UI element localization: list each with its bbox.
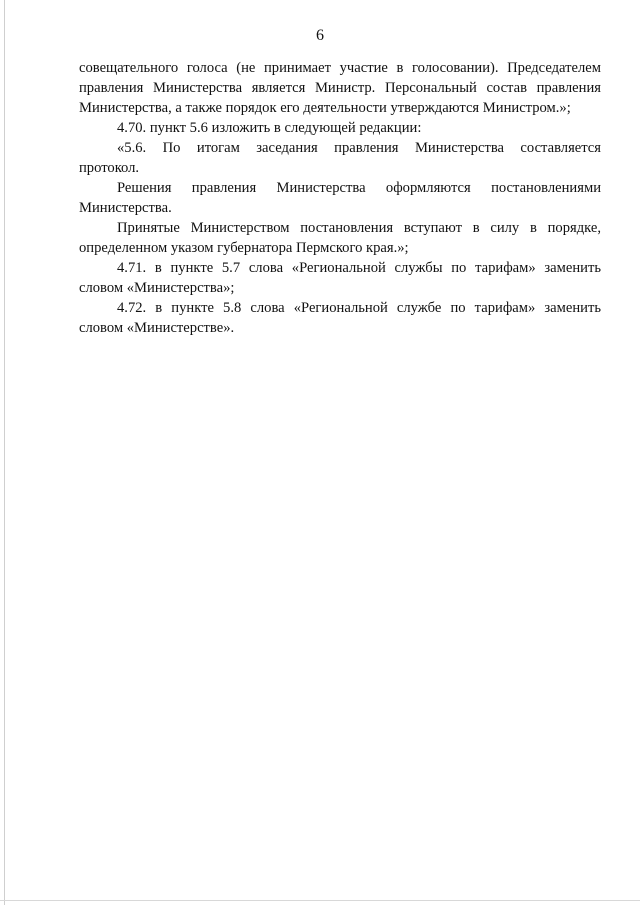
scan-edge-left bbox=[4, 0, 5, 905]
paragraph-item-4-71 bbox=[79, 258, 601, 298]
text-line: совещательного голоса (не принимает участие в голосовании). Председателем bbox=[79, 60, 601, 76]
paragraph-decisions bbox=[79, 178, 601, 218]
text-line: Министерства, а также порядок его деятельности утверждаются Министром.»; bbox=[79, 100, 571, 116]
paragraph-clause-5-6 bbox=[79, 138, 601, 178]
scan-edge-bottom bbox=[0, 900, 640, 901]
text-line: протокол. bbox=[79, 160, 140, 176]
text-line: Министерства. bbox=[79, 200, 172, 216]
text-line: Решения правления Министерства оформляются постановлениями bbox=[117, 180, 601, 196]
text-line: 4.72. в пункте 5.8 слова «Региональной службе по тарифам» заменить bbox=[117, 300, 601, 316]
paragraph-continuation bbox=[79, 58, 601, 118]
paragraph-item-4-72 bbox=[79, 298, 601, 338]
text-line: определенном указом губернатора Пермского края.»; bbox=[79, 240, 409, 256]
document-body bbox=[79, 58, 601, 338]
text-line: словом «Министерстве». bbox=[79, 320, 235, 336]
text-line: «5.6. По итогам заседания правления Министерства составляется bbox=[117, 140, 601, 156]
page-number: 6 bbox=[316, 27, 324, 44]
text-line: 4.70. пункт 5.6 изложить в следующей редакции: bbox=[117, 120, 422, 136]
text-line: Принятые Министерством постановления вступают в силу в порядке, bbox=[117, 220, 601, 236]
paragraph-item-4-70 bbox=[79, 118, 601, 138]
text-line: словом «Министерства»; bbox=[79, 280, 235, 296]
text-line: 4.71. в пункте 5.7 слова «Региональной службы по тарифам» заменить bbox=[117, 260, 601, 276]
paragraph-resolutions bbox=[79, 218, 601, 258]
text-line: правления Министерства является Министр. Персональный состав правления bbox=[79, 80, 601, 96]
